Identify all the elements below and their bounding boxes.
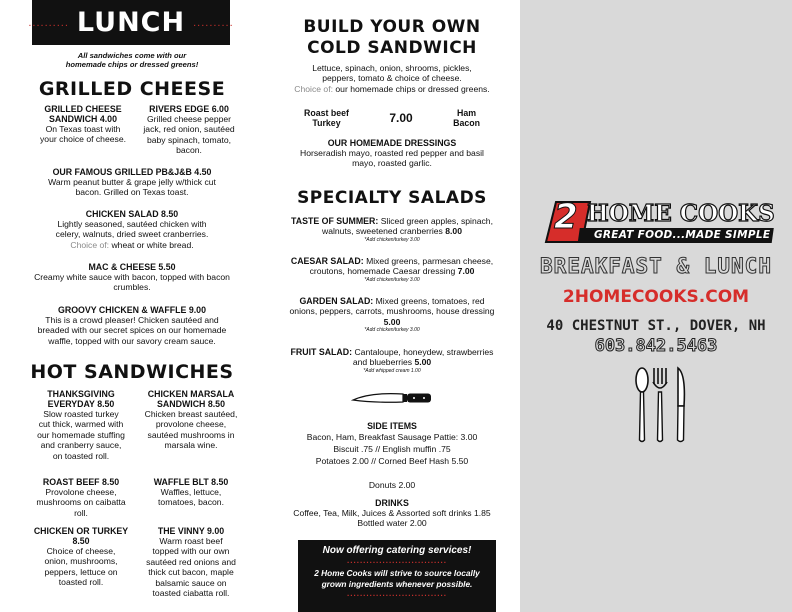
item-desc [0, 240, 264, 250]
cold-sandwich-meats [304, 108, 480, 128]
item-desc: baby spinach, tomato, [146, 134, 232, 145]
item-desc: Biscuit .75 // English muffin .75 [333, 444, 451, 454]
donuts: Donuts 2.00 [368, 480, 416, 490]
lunch-note-line: All sandwiches come with our [77, 51, 187, 60]
item-title: SANDWICH 4.00 [49, 114, 117, 124]
hot-sandwiches-heading: HOT SANDWICHES [30, 361, 234, 383]
logo-numeral: 2 [554, 197, 578, 237]
choice-label: Choice of: [294, 83, 333, 94]
item-desc [270, 347, 514, 357]
choice-label: Choice of: [70, 239, 110, 250]
item-desc: Provolone cheese, [45, 487, 117, 497]
item-desc: our homemade stuffing [37, 429, 125, 440]
phone-number[interactable]: 603.842.5463 [594, 336, 718, 356]
item-desc: your choice of cheese. [40, 134, 126, 145]
cold-sandwich-salads-panel [264, 0, 520, 612]
item-title: SANDWICH 8.50 [157, 399, 225, 409]
catering-divider: ............................... [347, 556, 447, 565]
item-desc: onion, mushrooms, [44, 556, 118, 567]
specialty-salads-heading: SPECIALTY SALADS [297, 188, 487, 208]
catering-divider: ............................... [347, 589, 447, 598]
item-desc [270, 226, 514, 236]
item-desc: sautéed mushrooms in [147, 429, 235, 440]
item-desc: Lettuce, spinach, onion, shrooms, pickles, [312, 63, 472, 73]
salad-desc: and blueberries [352, 357, 413, 368]
knife-icon [351, 390, 433, 413]
item-desc: marsala wine. [164, 440, 218, 451]
item-desc: provolone cheese, [155, 419, 227, 430]
item-title: RIVERS EDGE 6.00 [149, 104, 229, 114]
salad-price: 5.00 [414, 357, 432, 368]
grilled-cheese-row [30, 104, 242, 156]
item-desc [270, 216, 514, 226]
salad-addon: *Add chicken/turkey 3.00 [364, 276, 420, 283]
catering-headline: Now offering catering services! [322, 545, 472, 556]
item-title: THANKSGIVING [47, 389, 115, 399]
item-desc [270, 357, 514, 367]
item-desc: Potatoes 2.00 // Corned Beef Hash 5.50 [315, 456, 469, 466]
hot-sandwiches-row-3 [26, 526, 246, 598]
salad-name: TASTE OF SUMMER: [291, 216, 379, 226]
item-title: GRILLED CHEESE [44, 104, 122, 114]
utensils-icon [634, 366, 690, 449]
salad-desc: Cantaloupe, honeydew, strawberries [354, 347, 494, 357]
item-desc: waffle, topped with our savory cream sauce. [48, 335, 216, 346]
item-desc: Waffles, lettuce, [160, 487, 222, 497]
item-desc: roll. [74, 507, 88, 518]
item-desc: crumbles. [113, 282, 151, 293]
item-desc: toasted roll. [58, 577, 104, 588]
catering-line: 2 Home Cooks will strive to source locally [314, 568, 480, 578]
item-title: 8.50 [72, 536, 90, 546]
item-desc: Horseradish mayo, roasted red pepper and basil [300, 148, 484, 158]
item-desc: onions, peppers, carrots, mushrooms, house dressing [289, 306, 495, 317]
item-desc: peppers, tomato & choice of cheese. [322, 73, 462, 84]
item-title: THE VINNY 9.00 [157, 526, 225, 536]
salad-taste-of-summer [270, 216, 514, 244]
menu-item-thanksgiving [26, 389, 136, 461]
salad-garden [270, 296, 514, 334]
item-title: SIDE ITEMS [367, 421, 417, 431]
logo [540, 198, 780, 250]
meat-option: Bacon [453, 118, 480, 128]
catering-line: grown ingredients whenever possible. [321, 579, 473, 589]
salad-price: 7.00 [457, 266, 475, 277]
heading-line: COLD SANDWICH [307, 38, 477, 58]
menu-item-rivers-edge [136, 104, 242, 156]
salad-desc: Mixed greens, parmesan cheese, [366, 256, 494, 266]
item-desc: balsamic sauce on [155, 577, 227, 588]
item-desc [264, 84, 520, 94]
brand-panel [520, 0, 792, 612]
item-desc: Creamy white sauce with bacon, topped with bacon [34, 272, 230, 282]
item-title: OUR FAMOUS GRILLED PB&J&B 4.50 [52, 167, 212, 177]
item-desc: Chicken breast sautéed, [144, 409, 238, 419]
menu-item-pbj [0, 167, 264, 198]
heading-line: BUILD YOUR OWN [303, 17, 481, 37]
item-desc: tomatoes, bacon. [158, 497, 224, 508]
homemade-dressings [264, 138, 520, 169]
item-desc: toasted ciabatta roll. [152, 588, 230, 599]
item-desc: thick cut bacon, maple [148, 567, 234, 578]
side-items [264, 421, 520, 467]
item-desc: Warm peanut butter & grape jelly w/thick cut [48, 177, 216, 187]
catering-box [298, 540, 496, 612]
item-title: ROAST BEEF 8.50 [42, 477, 120, 487]
lunch-note-line: homemade chips or dressed greens! [65, 60, 199, 70]
build-your-own-desc [264, 63, 520, 94]
salad-addon: *Add chicken/turkey 3.00 [364, 236, 420, 243]
item-title: OUR HOMEMADE DRESSINGS [327, 138, 457, 148]
lunch-banner [28, 0, 234, 45]
menu-item-grilled-cheese [30, 104, 136, 156]
item-desc: This is a crowd pleaser! Chicken sautéed and [45, 315, 219, 325]
lunch-panel [0, 0, 264, 612]
item-desc: bacon. Grilled on Texas toast. [75, 187, 189, 198]
item-desc [270, 256, 514, 266]
meat-options-right [453, 108, 480, 128]
item-desc: Slow roasted turkey [43, 409, 119, 419]
item-desc: Bottled water 2.00 [357, 518, 427, 529]
item-desc: celery, walnuts, dried sweet cranberries. [55, 229, 209, 240]
item-desc: Bacon, Ham, Breakfast Sausage Pattie: 3.00 [306, 432, 478, 442]
item-desc: and cranberry sauce, [40, 440, 122, 451]
salad-caesar [270, 256, 514, 284]
item-desc: bacon. [176, 145, 202, 156]
item-desc: peppers, lettuce on [44, 566, 118, 577]
item-desc: Coffee, Tea, Milk, Juices & Assorted soft drinks 1.85 [293, 508, 491, 518]
menu-item-mac-cheese [0, 262, 264, 293]
item-title: MAC & CHEESE 5.50 [88, 262, 176, 272]
item-desc: Lightly seasoned, sautéed chicken with [57, 219, 207, 229]
salad-name: FRUIT SALAD: [290, 347, 353, 357]
hot-sandwiches-row-1 [26, 389, 246, 461]
item-desc: on toasted roll. [52, 450, 110, 461]
item-desc: jack, red onion, sautéed [143, 124, 235, 135]
salad-addon: *Add whipped cream 1.00 [363, 367, 421, 374]
menu-item-chicken-marsala [136, 389, 246, 461]
grilled-cheese-heading: GRILLED CHEESE [38, 78, 226, 100]
salad-addon: *Add chicken/turkey 3.00 [364, 327, 420, 334]
item-desc: sautéed red onions and [146, 556, 236, 567]
banner-dots-left: .......... [28, 16, 69, 29]
item-desc: mayo, roasted garlic. [352, 158, 432, 169]
item-desc: mushrooms on caibatta [36, 497, 126, 508]
breakfast-lunch-title: BREAKFAST & LUNCH [540, 254, 772, 278]
website-link[interactable]: 2HOMECOOKS.COM [562, 287, 750, 307]
banner-dots-right: .......... [193, 16, 234, 29]
salad-desc: Mixed greens, tomatoes, red [375, 296, 485, 306]
menu-item-waffle-blt [136, 477, 246, 518]
address: 40 CHESTNUT ST., DOVER, NH [546, 318, 766, 334]
salad-name: GARDEN SALAD: [299, 296, 374, 306]
item-desc: breaded with our secret spices on our homemade [37, 325, 227, 336]
lunch-note [0, 51, 264, 69]
item-desc: On Texas toast with [45, 124, 121, 134]
salad-desc: croutons, homemade Caesar dressing [309, 266, 456, 277]
meat-option: Ham [457, 108, 477, 118]
item-desc: Choice of cheese, [46, 546, 116, 556]
menu-item-chicken-salad [0, 209, 264, 250]
build-your-own-heading [264, 17, 520, 59]
hot-sandwiches-row-2 [26, 477, 246, 518]
item-title: GROOVY CHICKEN & WAFFLE 9.00 [58, 305, 206, 315]
choice-text: our homemade chips or dressed greens. [335, 83, 490, 94]
menu-item-chicken-turkey [26, 526, 136, 598]
meat-options-left [304, 108, 349, 128]
menu-item-roast-beef [26, 477, 136, 518]
item-desc: Grilled cheese pepper [146, 114, 232, 124]
item-desc [270, 266, 514, 276]
salad-desc: walnuts, sweetened cranberries [322, 226, 443, 237]
item-title: EVERYDAY 8.50 [47, 399, 115, 409]
lunch-title: LUNCH [76, 7, 186, 38]
logo-tagline: GREAT FOOD...MADE SIMPLE [594, 229, 771, 241]
item-desc: cut thick, warmed with [38, 419, 124, 430]
item-title: CHICKEN MARSALA [147, 389, 235, 399]
salad-desc: Sliced green apples, spinach, [380, 216, 493, 226]
item-desc [270, 296, 514, 306]
item-desc: Warm roast beef [159, 536, 223, 546]
salad-price: 5.00 [383, 316, 401, 327]
menu-item-the-vinny [136, 526, 246, 598]
salad-fruit [270, 347, 514, 375]
item-title: DRINKS [375, 498, 409, 508]
logo-name: HOME COOKS [587, 200, 775, 227]
item-title: CHICKEN SALAD 8.50 [85, 209, 179, 219]
item-desc: topped with our own [152, 546, 230, 557]
menu-item-chicken-waffle [0, 305, 264, 346]
meat-option: Turkey [312, 118, 341, 128]
cold-sandwich-price: 7.00 [389, 111, 413, 125]
item-title: CHICKEN OR TURKEY [33, 526, 129, 536]
meat-option: Roast beef [304, 108, 349, 118]
drinks [264, 498, 520, 529]
choice-text: wheat or white bread. [111, 239, 194, 250]
salad-price: 8.00 [445, 226, 462, 237]
item-title: WAFFLE BLT 8.50 [153, 477, 229, 487]
salad-name: CAESAR SALAD: [290, 256, 364, 266]
